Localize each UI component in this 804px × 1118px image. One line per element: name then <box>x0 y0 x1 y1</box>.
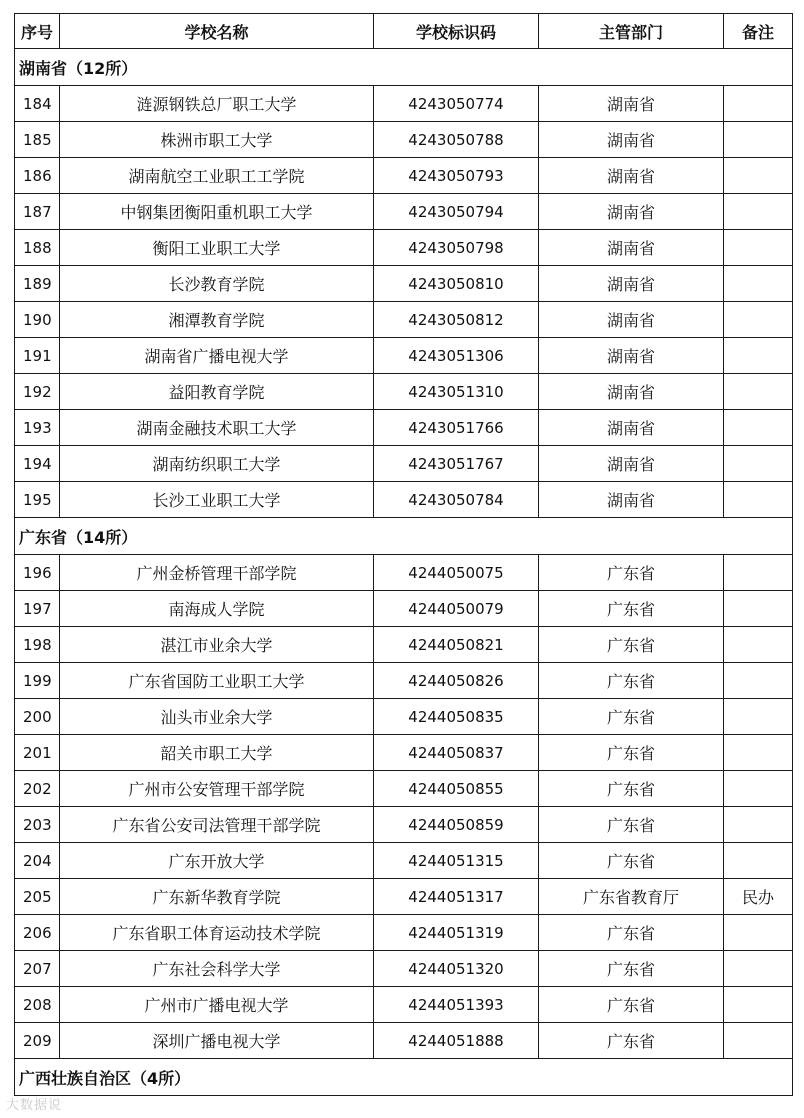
cell-name: 广州金桥管理干部学院 <box>60 555 374 591</box>
table-row <box>15 555 793 591</box>
cell-code: 4243050774 <box>374 86 539 122</box>
table-row <box>15 1023 793 1059</box>
cell-no: 207 <box>15 951 60 987</box>
cell-name: 广东省公安司法管理干部学院 <box>60 807 374 843</box>
cell-name: 深圳广播电视大学 <box>60 1023 374 1059</box>
cell-name: 湖南航空工业职工工学院 <box>60 158 374 194</box>
cell-no: 199 <box>15 663 60 699</box>
cell-dept: 湖南省 <box>539 302 724 338</box>
cell-note <box>724 951 793 987</box>
cell-name: 株洲市职工大学 <box>60 122 374 158</box>
cell-note <box>724 771 793 807</box>
cell-name: 湖南金融技术职工大学 <box>60 410 374 446</box>
table-header <box>15 14 793 49</box>
cell-name: 南海成人学院 <box>60 591 374 627</box>
cell-note <box>724 1023 793 1059</box>
cell-name: 中钢集团衡阳重机职工大学 <box>60 194 374 230</box>
table-row <box>15 627 793 663</box>
cell-name: 长沙工业职工大学 <box>60 482 374 518</box>
table-row <box>15 302 793 338</box>
cell-code: 4243051767 <box>374 446 539 482</box>
schools-table <box>14 13 793 1096</box>
cell-no: 191 <box>15 338 60 374</box>
cell-no: 194 <box>15 446 60 482</box>
cell-code: 4244050826 <box>374 663 539 699</box>
table-row <box>15 266 793 302</box>
cell-code: 4244051888 <box>374 1023 539 1059</box>
cell-dept: 广东省 <box>539 591 724 627</box>
cell-dept: 广东省 <box>539 627 724 663</box>
cell-name: 广东社会科学大学 <box>60 951 374 987</box>
cell-no: 186 <box>15 158 60 194</box>
table-row <box>15 86 793 122</box>
cell-note <box>724 807 793 843</box>
table-row <box>15 843 793 879</box>
table-row <box>15 158 793 194</box>
cell-note <box>724 158 793 194</box>
table-row <box>15 482 793 518</box>
table-row <box>15 699 793 735</box>
cell-code: 4243051310 <box>374 374 539 410</box>
table-row <box>15 879 793 915</box>
cell-no: 202 <box>15 771 60 807</box>
cell-no: 195 <box>15 482 60 518</box>
cell-code: 4244050855 <box>374 771 539 807</box>
cell-code: 4244051317 <box>374 879 539 915</box>
section-row <box>15 1059 793 1096</box>
cell-no: 196 <box>15 555 60 591</box>
cell-note <box>724 663 793 699</box>
cell-dept: 湖南省 <box>539 194 724 230</box>
table-row <box>15 194 793 230</box>
cell-dept: 湖南省 <box>539 86 724 122</box>
section-title: 广东省（14所） <box>15 518 793 555</box>
cell-dept: 湖南省 <box>539 122 724 158</box>
cell-note <box>724 374 793 410</box>
header-dept: 主管部门 <box>539 14 724 49</box>
cell-note <box>724 591 793 627</box>
cell-note <box>724 735 793 771</box>
cell-dept: 广东省 <box>539 663 724 699</box>
section-title: 湖南省（12所） <box>15 49 793 86</box>
cell-dept: 湖南省 <box>539 158 724 194</box>
table-row <box>15 338 793 374</box>
cell-note <box>724 987 793 1023</box>
cell-code: 4244051319 <box>374 915 539 951</box>
cell-code: 4243050788 <box>374 122 539 158</box>
cell-note <box>724 915 793 951</box>
cell-note <box>724 699 793 735</box>
cell-no: 188 <box>15 230 60 266</box>
cell-dept: 广东省 <box>539 699 724 735</box>
header-no: 序号 <box>15 14 60 49</box>
cell-name: 汕头市业余大学 <box>60 699 374 735</box>
cell-name: 湖南省广播电视大学 <box>60 338 374 374</box>
cell-name: 广州市广播电视大学 <box>60 987 374 1023</box>
cell-dept: 广东省 <box>539 735 724 771</box>
cell-name: 广州市公安管理干部学院 <box>60 771 374 807</box>
cell-no: 203 <box>15 807 60 843</box>
cell-dept: 广东省 <box>539 987 724 1023</box>
cell-code: 4243050810 <box>374 266 539 302</box>
cell-code: 4243050794 <box>374 194 539 230</box>
cell-note <box>724 482 793 518</box>
watermark: 大数据说 <box>6 1098 63 1113</box>
cell-code: 4244051320 <box>374 951 539 987</box>
table-row <box>15 735 793 771</box>
cell-dept: 湖南省 <box>539 338 724 374</box>
table-row <box>15 591 793 627</box>
cell-no: 206 <box>15 915 60 951</box>
cell-no: 208 <box>15 987 60 1023</box>
cell-no: 198 <box>15 627 60 663</box>
cell-dept: 广东省 <box>539 951 724 987</box>
cell-note <box>724 843 793 879</box>
cell-dept: 湖南省 <box>539 482 724 518</box>
cell-name: 湖南纺织职工大学 <box>60 446 374 482</box>
cell-no: 190 <box>15 302 60 338</box>
cell-name: 广东新华教育学院 <box>60 879 374 915</box>
cell-code: 4243051306 <box>374 338 539 374</box>
cell-code: 4243050812 <box>374 302 539 338</box>
cell-dept: 湖南省 <box>539 374 724 410</box>
cell-name: 衡阳工业职工大学 <box>60 230 374 266</box>
cell-dept: 广东省 <box>539 555 724 591</box>
cell-note <box>724 627 793 663</box>
cell-code: 4243050798 <box>374 230 539 266</box>
cell-no: 193 <box>15 410 60 446</box>
cell-note <box>724 122 793 158</box>
table-body <box>15 49 793 1096</box>
cell-name: 湘潭教育学院 <box>60 302 374 338</box>
header-code: 学校标识码 <box>374 14 539 49</box>
cell-note <box>724 446 793 482</box>
cell-dept: 广东省 <box>539 771 724 807</box>
cell-code: 4244050075 <box>374 555 539 591</box>
cell-no: 189 <box>15 266 60 302</box>
cell-dept: 湖南省 <box>539 446 724 482</box>
cell-name: 韶关市职工大学 <box>60 735 374 771</box>
header-name: 学校名称 <box>60 14 374 49</box>
cell-dept: 广东省教育厅 <box>539 879 724 915</box>
cell-note <box>724 555 793 591</box>
cell-note: 民办 <box>724 879 793 915</box>
cell-code: 4243050793 <box>374 158 539 194</box>
cell-no: 187 <box>15 194 60 230</box>
cell-no: 201 <box>15 735 60 771</box>
cell-dept: 湖南省 <box>539 266 724 302</box>
cell-note <box>724 338 793 374</box>
cell-code: 4243051766 <box>374 410 539 446</box>
section-row <box>15 49 793 86</box>
cell-code: 4243050784 <box>374 482 539 518</box>
cell-no: 184 <box>15 86 60 122</box>
cell-code: 4244051315 <box>374 843 539 879</box>
cell-no: 209 <box>15 1023 60 1059</box>
cell-dept: 广东省 <box>539 807 724 843</box>
cell-dept: 湖南省 <box>539 410 724 446</box>
header-row <box>15 14 793 49</box>
cell-code: 4244050837 <box>374 735 539 771</box>
cell-no: 185 <box>15 122 60 158</box>
cell-note <box>724 266 793 302</box>
table-row <box>15 807 793 843</box>
cell-name: 益阳教育学院 <box>60 374 374 410</box>
table-row <box>15 410 793 446</box>
header-note: 备注 <box>724 14 793 49</box>
cell-no: 205 <box>15 879 60 915</box>
table-row <box>15 915 793 951</box>
cell-note <box>724 194 793 230</box>
table-row <box>15 987 793 1023</box>
cell-dept: 广东省 <box>539 1023 724 1059</box>
cell-name: 广东省国防工业职工大学 <box>60 663 374 699</box>
cell-dept: 广东省 <box>539 843 724 879</box>
cell-name: 湛江市业余大学 <box>60 627 374 663</box>
cell-name: 广东开放大学 <box>60 843 374 879</box>
cell-dept: 湖南省 <box>539 230 724 266</box>
cell-note <box>724 410 793 446</box>
cell-no: 197 <box>15 591 60 627</box>
cell-no: 204 <box>15 843 60 879</box>
table-row <box>15 663 793 699</box>
table-row <box>15 374 793 410</box>
table-row <box>15 230 793 266</box>
section-title: 广西壮族自治区（4所） <box>15 1059 793 1096</box>
cell-name: 广东省职工体育运动技术学院 <box>60 915 374 951</box>
table-row <box>15 771 793 807</box>
table-row <box>15 951 793 987</box>
cell-code: 4244050821 <box>374 627 539 663</box>
cell-code: 4244051393 <box>374 987 539 1023</box>
table-row <box>15 122 793 158</box>
cell-code: 4244050859 <box>374 807 539 843</box>
cell-note <box>724 230 793 266</box>
cell-name: 涟源钢铁总厂职工大学 <box>60 86 374 122</box>
cell-dept: 广东省 <box>539 915 724 951</box>
cell-code: 4244050079 <box>374 591 539 627</box>
section-row <box>15 518 793 555</box>
cell-name: 长沙教育学院 <box>60 266 374 302</box>
cell-note <box>724 86 793 122</box>
table-row <box>15 446 793 482</box>
cell-code: 4244050835 <box>374 699 539 735</box>
cell-no: 192 <box>15 374 60 410</box>
cell-no: 200 <box>15 699 60 735</box>
cell-note <box>724 302 793 338</box>
